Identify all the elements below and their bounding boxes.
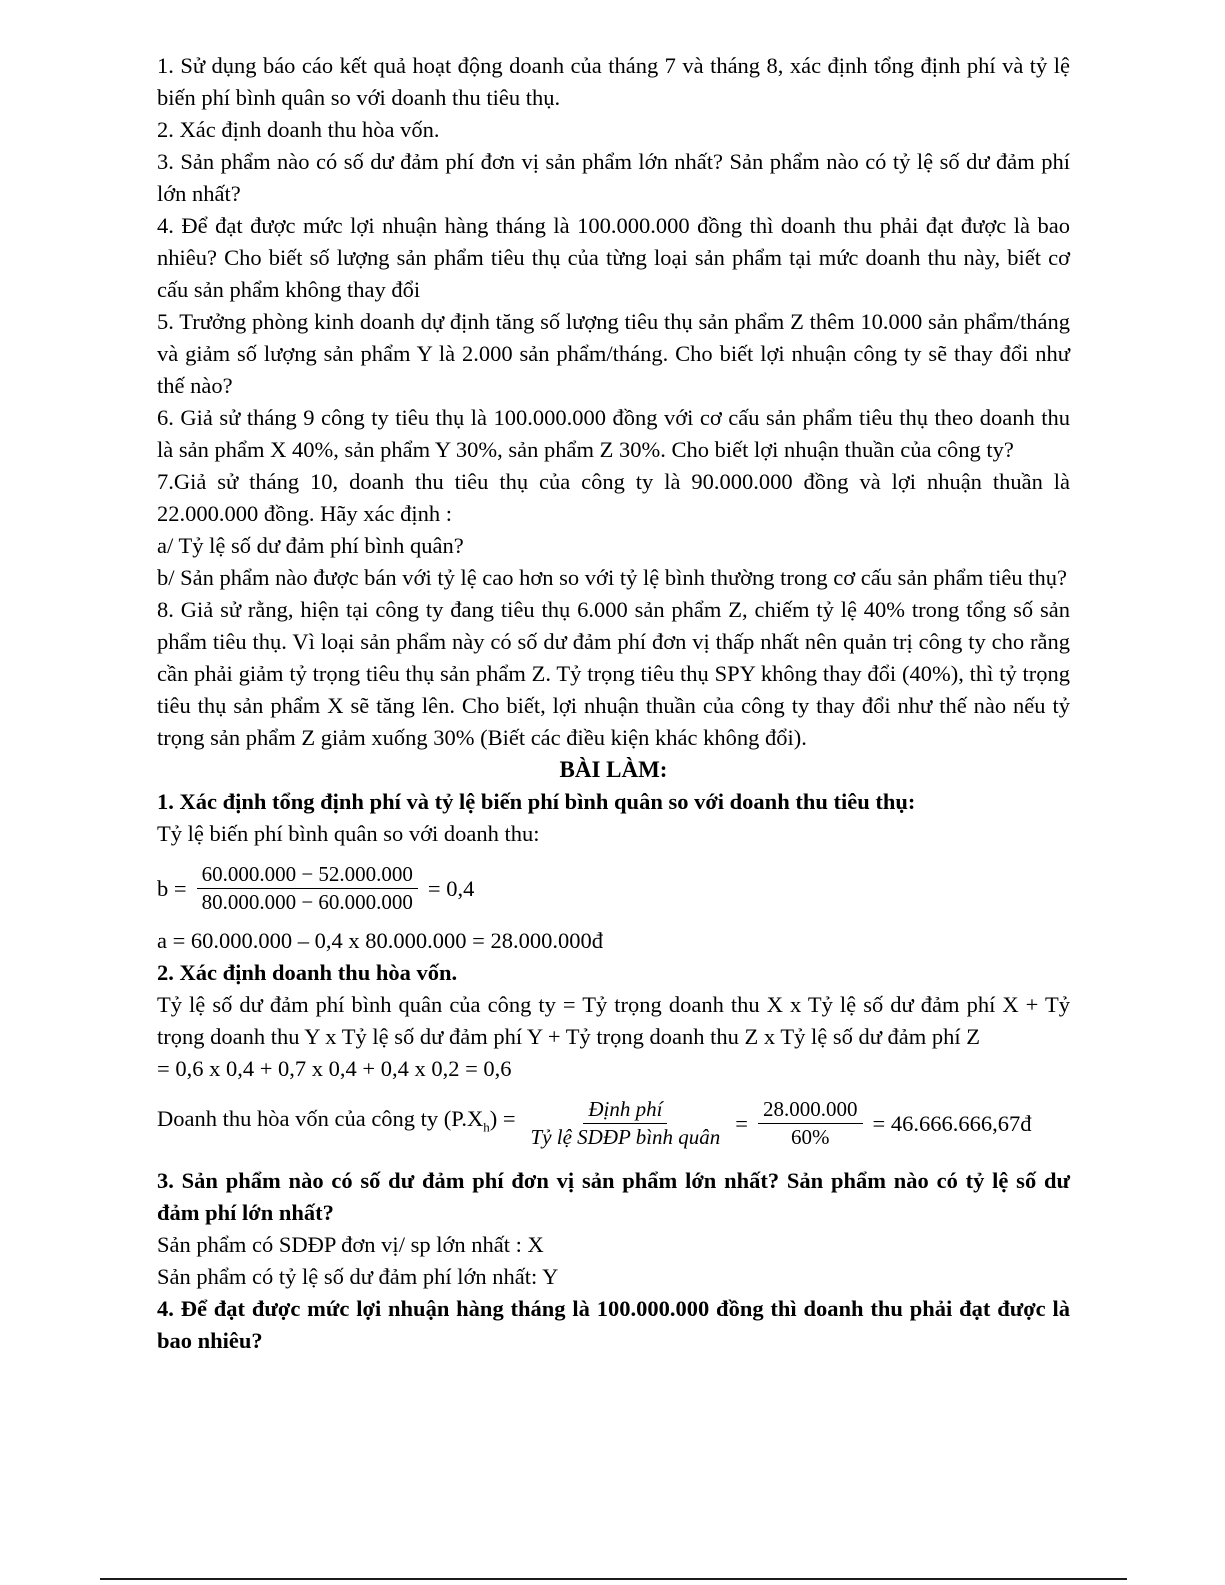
breakeven-frac2-denominator: 60% — [791, 1125, 830, 1149]
solution-3-line1: Sản phẩm có SDĐP đơn vị/ sp lớn nhất : X — [157, 1232, 544, 1257]
question-5: 5. Trưởng phòng kinh doanh dự định tăng số lượng tiêu thụ sản phẩm Z thêm 10.000 sản phẩm/tháng và giảm số lượng sản phẩm Y là 2.000 sản phẩm/tháng. Cho biết lợi nhuận công ty sẽ thay đổi như thế nào? — [157, 309, 1070, 398]
question-7b: b/ Sản phẩm nào được bán với tỷ lệ cao hơn so với tỷ lệ bình thường trong cơ cấu sản phẩm tiêu thụ? — [157, 565, 1067, 590]
solution-2-body: Tỷ lệ số dư đảm phí bình quân của công ty = Tỷ trọng doanh thu X x Tỷ lệ số dư đảm phí X + Tỷ trọng doanh thu Y x Tỷ lệ số dư đảm phí Y + Tỷ trọng doanh thu Z x Tỷ lệ số dư đảm phí Z — [157, 992, 1070, 1049]
question-7: 7.Giả sử tháng 10, doanh thu tiêu thụ của công ty là 90.000.000 đồng và lợi nhuận thuần là 22.000.000 đồng. Hãy xác định : — [157, 469, 1070, 526]
page-bottom-rule — [100, 1578, 1127, 1580]
solution-2-calc: = 0,6 x 0,4 + 0,7 x 0,4 + 0,4 x 0,2 = 0,6 — [157, 1056, 512, 1081]
formula-b-fraction — [197, 861, 418, 916]
formula-breakeven-revenue — [157, 1096, 1070, 1151]
formula-b-numerator: 60.000.000 − 52.000.000 — [197, 861, 418, 889]
breakeven-label-post: ) = — [489, 1106, 516, 1132]
solution-1-title: 1. Xác định tổng định phí và tỷ lệ biến phí bình quân so với doanh thu tiêu thụ: — [157, 789, 916, 814]
breakeven-fraction-formula — [526, 1096, 726, 1151]
breakeven-label-subscript: h — [483, 1119, 490, 1135]
breakeven-fraction-values — [758, 1096, 863, 1151]
breakeven-label — [157, 1103, 516, 1144]
solution-3-title: 3. Sản phẩm nào có số dư đảm phí đơn vị sản phẩm lớn nhất? Sản phẩm nào có tỷ lệ số dư đảm phí lớn nhất? — [157, 1168, 1070, 1225]
breakeven-result: = 46.666.666,67đ — [872, 1110, 1032, 1136]
formula-b-result: = 0,4 — [427, 875, 475, 901]
breakeven-frac2-numerator: 28.000.000 — [758, 1096, 863, 1124]
formula-b-lhs: b = — [157, 875, 187, 901]
formula-variable-cost-ratio — [157, 861, 1070, 916]
question-1: 1. Sử dụng báo cáo kết quả hoạt động doanh của tháng 7 và tháng 8, xác định tổng định phí và tỷ lệ biến phí bình quân so với doanh thu tiêu thụ. — [157, 53, 1070, 110]
solution-1-intro: Tỷ lệ biến phí bình quân so với doanh thu: — [157, 821, 540, 846]
question-8: 8. Giả sử rằng, hiện tại công ty đang tiêu thụ 6.000 sản phẩm Z, chiếm tỷ lệ 40% trong tổng số sản phẩm tiêu thụ. Vì loại sản phẩm này có số dư đảm phí đơn vị thấp nhất nên quản trị công ty cho rằng cần phải giảm tỷ trọng tiêu thụ sản phẩm Z. Tỷ trọng tiêu thụ SPY không thay đổi (40%), thì tỷ trọng tiêu thụ sản phẩm X sẽ tăng lên. Cho biết, lợi nhuận thuần của công ty thay đổi như thế nào nếu tỷ trọng sản phẩm Z giảm xuống 30% (Biết các điều kiện khác không đổi). — [157, 597, 1070, 750]
question-7a: a/ Tỷ lệ số dư đảm phí bình quân? — [157, 533, 464, 558]
breakeven-label-pre: Doanh thu hòa vốn của công ty (P.X — [157, 1106, 484, 1132]
solution-3-line2: Sản phẩm có tỷ lệ số dư đảm phí lớn nhất: Y — [157, 1264, 559, 1289]
question-3: 3. Sản phẩm nào có số dư đảm phí đơn vị sản phẩm lớn nhất? Sản phẩm nào có tỷ lệ số dư đảm phí lớn nhất? — [157, 149, 1070, 206]
breakeven-frac1-numerator: Định phí — [583, 1096, 667, 1124]
solution-1-fixed-cost: a = 60.000.000 – 0,4 x 80.000.000 = 28.000.000đ — [157, 928, 603, 953]
question-2: 2. Xác định doanh thu hòa vốn. — [157, 117, 440, 142]
question-6: 6. Giả sử tháng 9 công ty tiêu thụ là 100.000.000 đồng với cơ cấu sản phẩm tiêu thụ theo doanh thu là sản phẩm X 40%, sản phẩm Y 30%, sản phẩm Z 30%. Cho biết lợi nhuận thuần của công ty? — [157, 405, 1070, 462]
solution-4-title: 4. Để đạt được mức lợi nhuận hàng tháng là 100.000.000 đồng thì doanh thu phải đạt được là bao nhiêu? — [157, 1296, 1070, 1353]
question-4: 4. Để đạt được mức lợi nhuận hàng tháng là 100.000.000 đồng thì doanh thu phải đạt được là bao nhiêu? Cho biết số lượng sản phẩm tiêu thụ của từng loại sản phẩm tại mức doanh thu này, biết cơ cấu sản phẩm không thay đổi — [157, 213, 1070, 302]
breakeven-equals: = — [735, 1110, 748, 1136]
section-heading-bai-lam: BÀI LÀM: — [559, 757, 668, 782]
breakeven-frac1-denominator: Tỷ lệ SDĐP bình quân — [530, 1125, 721, 1149]
formula-b-denominator: 80.000.000 − 60.000.000 — [201, 890, 413, 914]
solution-2-title: 2. Xác định doanh thu hòa vốn. — [157, 960, 458, 985]
